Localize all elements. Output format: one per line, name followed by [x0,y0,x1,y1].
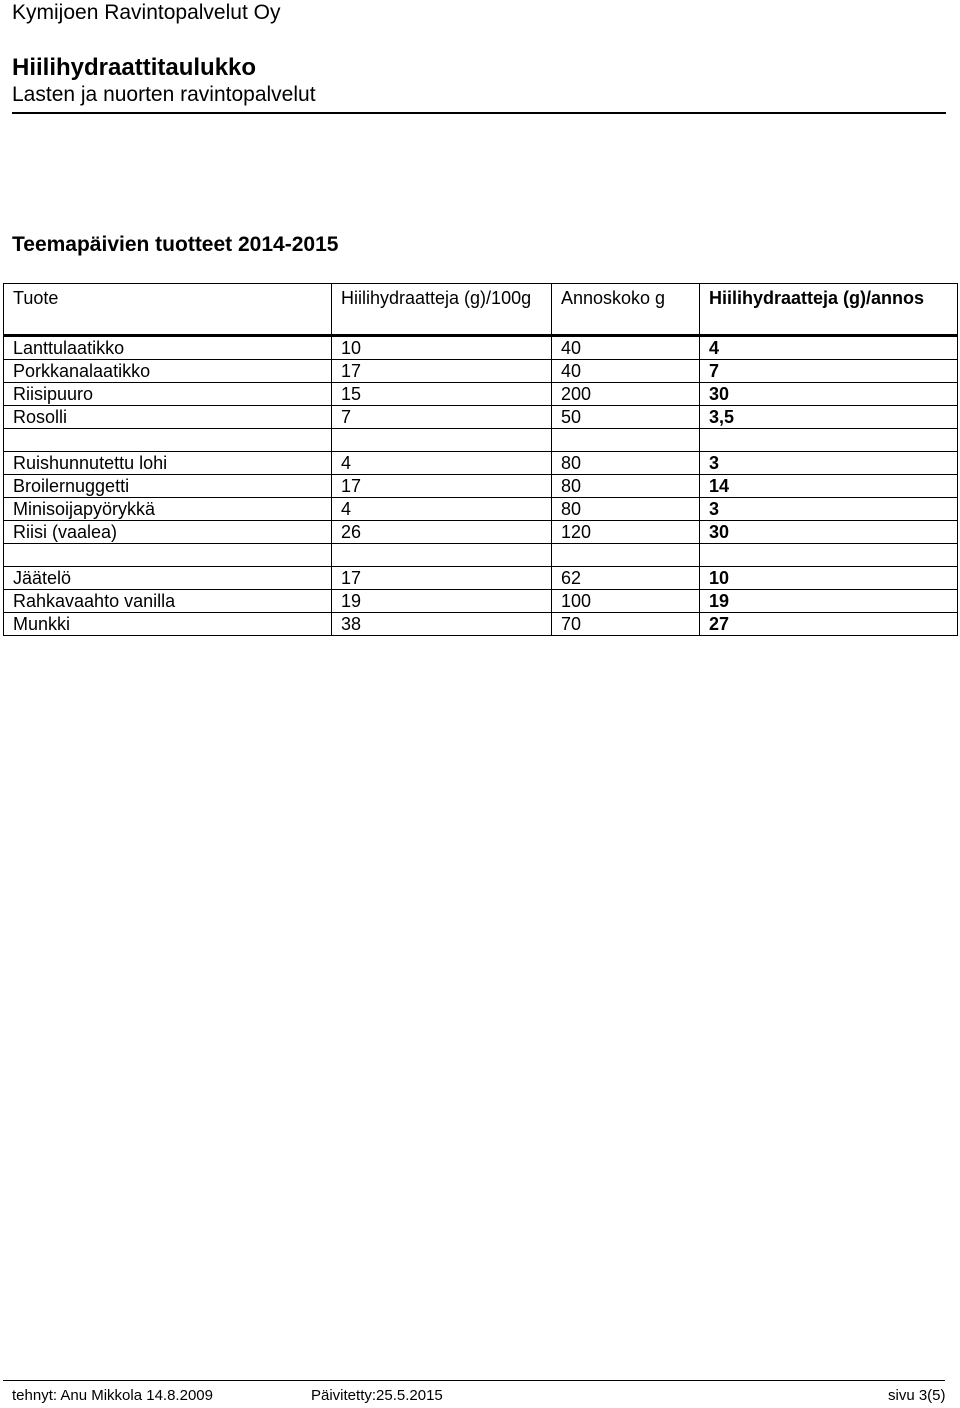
cell-carbs-per-100g: 4 [332,498,552,521]
header-portion-size: Annoskoko g [552,284,700,336]
footer-made-by: tehnyt: Anu Mikkola 14.8.2009 [12,1387,213,1404]
company-name: Kymijoen Ravintopalvelut Oy [12,1,281,24]
cell-carbs-per-portion: 30 [700,383,958,406]
table-row [4,452,958,475]
cell-portion-size: 40 [552,360,700,383]
cell-carbs-per-portion: 3 [700,498,958,521]
header-carbs-per-portion: Hiilihydraatteja (g)/annos [700,284,958,336]
cell-carbs-per-portion [700,544,958,567]
cell-carbs-per-100g [332,544,552,567]
cell-carbs-per-100g: 38 [332,613,552,636]
cell-carbs-per-portion: 10 [700,567,958,590]
cell-carbs-per-100g [332,429,552,452]
cell-portion-size: 50 [552,406,700,429]
footer-page-number: sivu 3(5) [888,1387,946,1404]
table-row [4,590,958,613]
cell-portion-size: 80 [552,498,700,521]
cell-carbs-per-portion [700,429,958,452]
cell-portion-size: 62 [552,567,700,590]
cell-portion-size: 120 [552,521,700,544]
cell-portion-size [552,429,700,452]
cell-product: Ruishunnutettu lohi [4,452,332,475]
cell-carbs-per-portion: 14 [700,475,958,498]
cell-carbs-per-100g: 17 [332,475,552,498]
cell-carbs-per-portion: 27 [700,613,958,636]
table-row [4,498,958,521]
cell-carbs-per-100g: 15 [332,383,552,406]
section-title: Teemapäivien tuotteet 2014-2015 [12,233,339,256]
document-title: Hiilihydraattitaulukko [12,54,257,81]
header-divider [12,112,946,114]
cell-portion-size: 200 [552,383,700,406]
table-header-row [4,284,958,336]
cell-product: Riisipuuro [4,383,332,406]
cell-carbs-per-portion: 3,5 [700,406,958,429]
footer-updated: Päivitetty:25.5.2015 [311,1387,443,1404]
cell-carbs-per-portion: 30 [700,521,958,544]
cell-carbs-per-100g: 26 [332,521,552,544]
cell-carbs-per-portion: 3 [700,452,958,475]
table-row [4,613,958,636]
cell-carbs-per-100g: 17 [332,360,552,383]
cell-portion-size [552,544,700,567]
table-spacer-row [4,429,958,452]
table-row [4,383,958,406]
cell-portion-size: 70 [552,613,700,636]
table-row [4,567,958,590]
cell-carbs-per-portion: 19 [700,590,958,613]
cell-product: Lanttulaatikko [4,336,332,360]
cell-product: Rosolli [4,406,332,429]
table-row [4,360,958,383]
cell-carbs-per-100g: 7 [332,406,552,429]
cell-product: Rahkavaahto vanilla [4,590,332,613]
table-row [4,336,958,360]
cell-carbs-per-100g: 4 [332,452,552,475]
carbohydrate-table [3,283,958,636]
cell-portion-size: 80 [552,475,700,498]
cell-carbs-per-100g: 10 [332,336,552,360]
table-row [4,475,958,498]
cell-portion-size: 40 [552,336,700,360]
cell-carbs-per-portion: 4 [700,336,958,360]
header-product: Tuote [4,284,332,336]
cell-product: Broilernuggetti [4,475,332,498]
cell-product: Riisi (vaalea) [4,521,332,544]
cell-product: Jäätelö [4,567,332,590]
footer-divider [3,1380,945,1381]
header-carbs-per-100g: Hiilihydraatteja (g)/100g [332,284,552,336]
document-subtitle: Lasten ja nuorten ravintopalvelut [12,83,316,106]
table-body [4,336,958,636]
table-row [4,406,958,429]
cell-product [4,544,332,567]
cell-carbs-per-100g: 19 [332,590,552,613]
table-spacer-row [4,544,958,567]
cell-carbs-per-portion: 7 [700,360,958,383]
cell-product: Munkki [4,613,332,636]
cell-product: Minisoijapyörykkä [4,498,332,521]
cell-product [4,429,332,452]
cell-carbs-per-100g: 17 [332,567,552,590]
cell-portion-size: 100 [552,590,700,613]
cell-portion-size: 80 [552,452,700,475]
table-row [4,521,958,544]
cell-product: Porkkanalaatikko [4,360,332,383]
